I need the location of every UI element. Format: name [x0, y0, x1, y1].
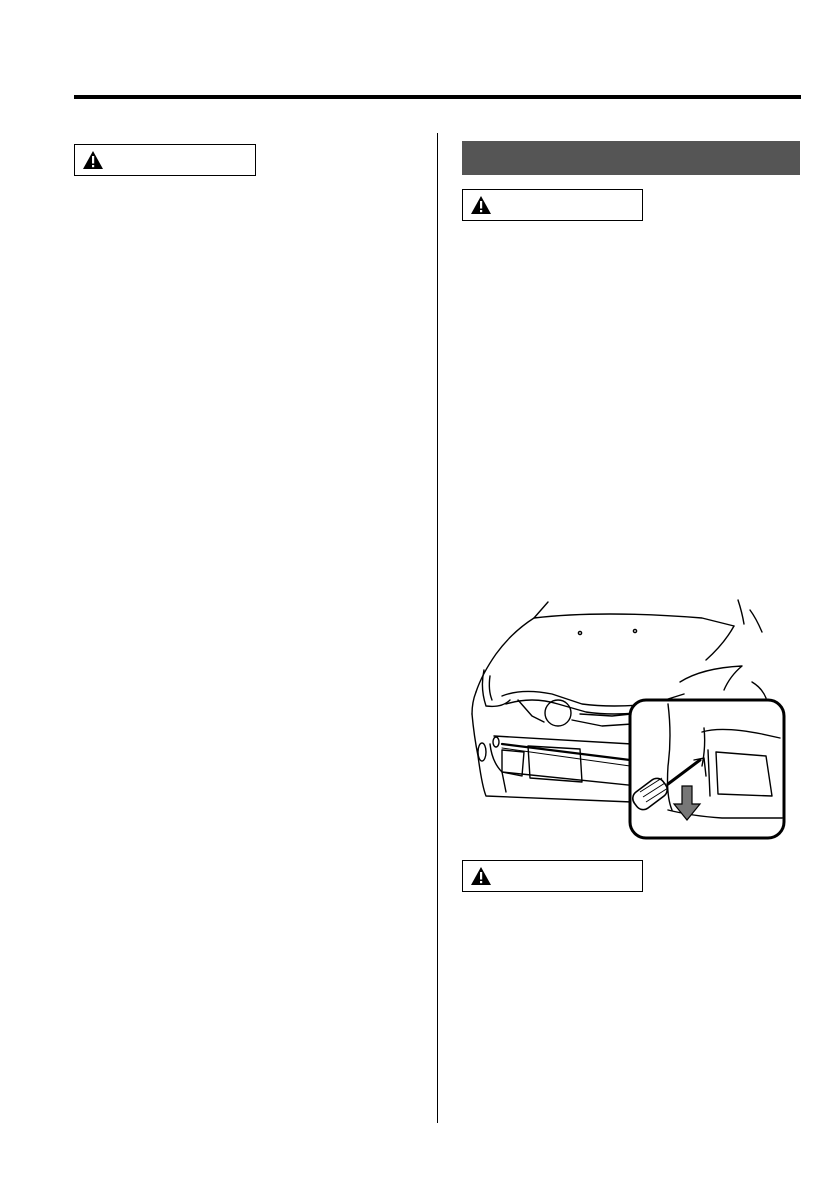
- header-rule: [74, 95, 801, 99]
- warning-triangle-icon: [470, 866, 492, 886]
- column-divider: [437, 133, 438, 1123]
- hood-left-edge: [476, 618, 534, 692]
- warning-box-right-bottom: [462, 860, 643, 892]
- warning-triangle-icon: [470, 195, 492, 215]
- detail-inset: [630, 700, 784, 838]
- car-front-illustration: [462, 596, 790, 842]
- warning-box-left: [74, 144, 256, 176]
- warning-box-right-top: [462, 189, 643, 221]
- warning-triangle-icon: [82, 150, 104, 170]
- section-heading-bar: [462, 141, 800, 175]
